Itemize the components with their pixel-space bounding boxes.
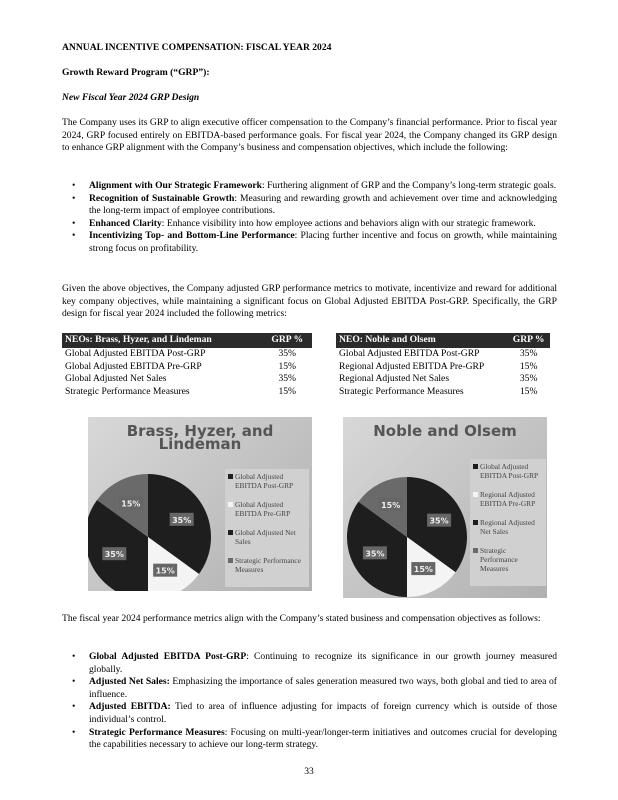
- list-item-term: Adjusted EBITDA:: [89, 701, 171, 713]
- list-item-text: Tied to area of influence adjusting for impacts of foreign currency which is outside of those individual’s control.: [89, 701, 558, 725]
- legend-swatch: [473, 520, 478, 525]
- list-item-term: Adjusted Net Sales:: [89, 676, 170, 688]
- list-item-text: : Continuing to recognize its significance in our growth journey measured globally.: [89, 651, 558, 675]
- legend-label: Global Adjusted EBITDA Post-GRP: [235, 472, 294, 490]
- percent-cell: 15%: [278, 385, 297, 397]
- legend-swatch: [228, 502, 233, 507]
- list-item-term: Recognition of Sustainable Growth: [89, 192, 235, 204]
- table-row: [336, 373, 550, 386]
- table-header: NEOs: Brass, Hyzer, and Lindeman: [62, 333, 263, 348]
- list-item: [62, 727, 557, 752]
- legend-item: [473, 546, 543, 573]
- list-item-term: Strategic Performance Measures: [89, 726, 225, 738]
- legend-label: Global Adjusted EBITDA Post-GRP: [480, 462, 539, 480]
- table-row: [336, 361, 550, 374]
- pie-chart-brass-hyzer-lindeman: [88, 417, 312, 591]
- legend-item: [473, 462, 543, 480]
- list-item: [62, 180, 557, 193]
- list-item-term: Incentivizing Top- and Bottom-Line Performance: [89, 230, 295, 242]
- metric-cell: Regional Adjusted EBITDA Pre-GRP: [339, 360, 485, 372]
- legend-item: [473, 490, 543, 508]
- intro-paragraph: The Company uses its GRP to align executive officer compensation to the Company’s financial performance. Prior to fiscal year 2024, GRP focused entirely on EBITDA-based performance goals. For fiscal year 2024, the Company changed its GRP design to enhance GRP alignment with the Company’s business and compensation objectives, which include the following:: [62, 117, 557, 154]
- legend-item: [228, 528, 306, 546]
- section-title: New Fiscal Year 2024 GRP Design: [62, 92, 200, 103]
- percent-cell: 35%: [278, 373, 297, 385]
- paragraph-3: The fiscal year 2024 performance metrics align with the Company’s stated business and compensation objectives as follows:: [62, 613, 541, 624]
- list-item-term: Global Adjusted EBITDA Post-GRP: [89, 651, 247, 662]
- chart-legend: [225, 469, 309, 587]
- metric-cell: Global Adjusted Net Sales: [65, 373, 167, 385]
- data-label: 15%: [381, 500, 401, 510]
- list-item-term: Enhanced Clarity: [89, 217, 162, 229]
- legend-label: Strategic Performance Measures: [480, 546, 518, 573]
- legend-swatch: [228, 558, 233, 563]
- table-header: GRP %: [263, 333, 313, 348]
- pie-chart-noble-olsem: [343, 417, 547, 598]
- legend-swatch: [473, 464, 478, 469]
- list-item: [62, 701, 557, 726]
- legend-item: [228, 556, 306, 574]
- table-header: GRP %: [507, 333, 550, 348]
- chart-title: Noble and Olsem: [373, 422, 517, 440]
- metric-cell: Global Adjusted EBITDA Post-GRP: [339, 348, 480, 359]
- table-right: [336, 333, 550, 398]
- list-item-text: : Furthering alignment of GRP and the Company’s long-term strategic goals.: [262, 180, 557, 191]
- list-item-text: : Placing further incentive and focus on growth, while maintaining strong focus on profitability.: [89, 230, 557, 254]
- legend-label: Global Adjusted Net Sales: [235, 528, 296, 546]
- percent-cell: 35%: [519, 348, 538, 359]
- table-row: [336, 386, 550, 399]
- data-label: 35%: [429, 516, 449, 526]
- page-number: 33: [304, 766, 314, 777]
- legend-label: Regional Adjusted EBITDA Pre-GRP: [480, 490, 536, 508]
- list-item-text: : Measuring and rewarding growth and achievement over time and acknowledging the long-term impact of employee contributions.: [89, 192, 557, 217]
- metric-cell: Global Adjusted EBITDA Post-GRP: [65, 348, 206, 359]
- subheading: Growth Reward Program (“GRP”):: [62, 67, 210, 78]
- legend-item: [473, 518, 543, 536]
- percent-cell: 15%: [278, 360, 297, 372]
- legend-item: [228, 500, 306, 518]
- data-label: 35%: [172, 515, 192, 525]
- metric-cell: Global Adjusted EBITDA Pre-GRP: [65, 360, 202, 372]
- heading: ANNUAL INCENTIVE COMPENSATION: FISCAL YEAR 2024: [62, 42, 332, 53]
- data-label: 15%: [155, 566, 175, 576]
- table-row: [62, 348, 312, 361]
- alignments-list: [62, 651, 557, 752]
- chart-legend: [470, 459, 546, 586]
- data-label: 15%: [121, 499, 141, 509]
- percent-cell: 15%: [519, 385, 538, 397]
- data-label: 35%: [365, 549, 385, 559]
- legend-label: Global Adjusted EBITDA Pre-GRP: [235, 500, 291, 518]
- list-item-text: : Enhance visibility into how employee actions and behaviors align with our strategic framework.: [161, 217, 536, 229]
- table-row: [62, 386, 312, 399]
- list-item-text: Emphasizing the importance of sales generation measured two ways, both global and tied to area of influence.: [89, 676, 557, 700]
- table-header: NEO: Noble and Olsem: [336, 333, 507, 348]
- table-row: [62, 373, 312, 386]
- data-label: 15%: [413, 565, 433, 575]
- list-item-term: Alignment with Our Strategic Framework: [89, 180, 263, 191]
- list-item: [62, 193, 557, 218]
- legend-swatch: [228, 530, 233, 535]
- list-item: [62, 218, 557, 231]
- objectives-list: [62, 180, 557, 256]
- legend-item: [228, 472, 306, 490]
- table-row: [336, 348, 550, 361]
- legend-label: Regional Adjusted Net Sales: [480, 518, 535, 536]
- table-row: [62, 361, 312, 374]
- list-item: [62, 651, 557, 676]
- paragraph-2: Given the above objectives, the Company adjusted GRP performance metrics to motivate, incentivize and reward for additional key company objectives, while maintaining a significant focus on Global Adjusted EBITDA Post-GRP. Specifically, the GRP design for fiscal year 2024 included the following metrics:: [62, 283, 557, 320]
- metric-cell: Strategic Performance Measures: [65, 385, 190, 397]
- percent-cell: 35%: [519, 373, 538, 385]
- legend-swatch: [228, 474, 233, 479]
- metric-cell: Regional Adjusted Net Sales: [339, 373, 450, 385]
- percent-cell: 35%: [278, 348, 297, 359]
- chart-title: Brass, Hyzer, and Lindeman: [126, 422, 274, 453]
- data-label: 35%: [104, 550, 124, 560]
- legend-swatch: [473, 548, 478, 553]
- metric-cell: Strategic Performance Measures: [339, 385, 464, 397]
- legend-swatch: [473, 492, 478, 497]
- list-item: [62, 230, 557, 255]
- list-item-text: : Focusing on multi-year/longer-term initiatives and outcomes crucial for developing the capabilities necessary to achieve our long-term strategy.: [89, 726, 557, 751]
- list-item: [62, 676, 557, 701]
- table-left: [62, 333, 312, 398]
- legend-label: Strategic Performance Measures: [235, 556, 301, 574]
- percent-cell: 15%: [519, 360, 538, 372]
